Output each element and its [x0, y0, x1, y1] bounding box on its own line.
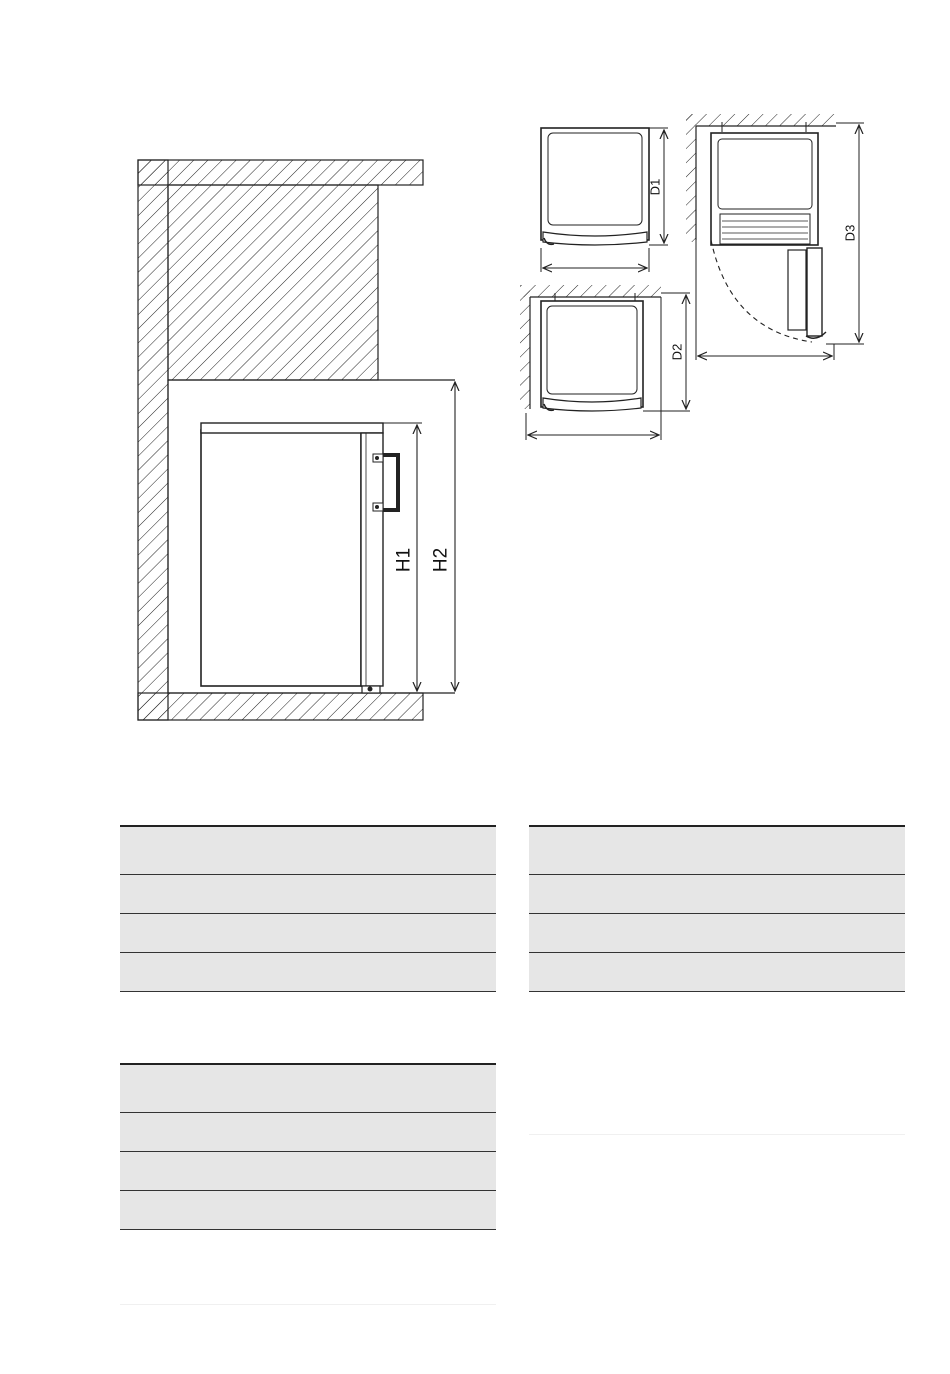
dimension-h2 — [431, 382, 456, 691]
table-note — [120, 1230, 496, 1305]
label-d2: D2 — [669, 343, 685, 361]
table-row — [120, 1190, 496, 1229]
table-row — [529, 874, 905, 913]
table-row — [529, 913, 905, 952]
top-view-d2 — [520, 285, 690, 440]
table-header — [120, 1063, 496, 1113]
table-row — [120, 1112, 496, 1151]
label-h1: H1 — [393, 547, 415, 573]
table-row — [529, 952, 905, 991]
table-header — [529, 825, 905, 875]
table-row — [120, 913, 496, 952]
dimension-h1 — [380, 423, 422, 693]
table-header — [120, 825, 496, 875]
table-bottom-rule — [120, 991, 496, 992]
table-row — [120, 874, 496, 913]
top-view-d3 — [686, 114, 864, 360]
label-d1: D1 — [647, 178, 663, 196]
table-note — [529, 992, 905, 1135]
label-h2: H2 — [430, 547, 452, 573]
table-row — [120, 1151, 496, 1190]
table-row — [120, 952, 496, 991]
label-d3: D3 — [842, 224, 858, 242]
top-view-d1 — [541, 128, 668, 272]
side-view-appliance — [201, 423, 398, 693]
